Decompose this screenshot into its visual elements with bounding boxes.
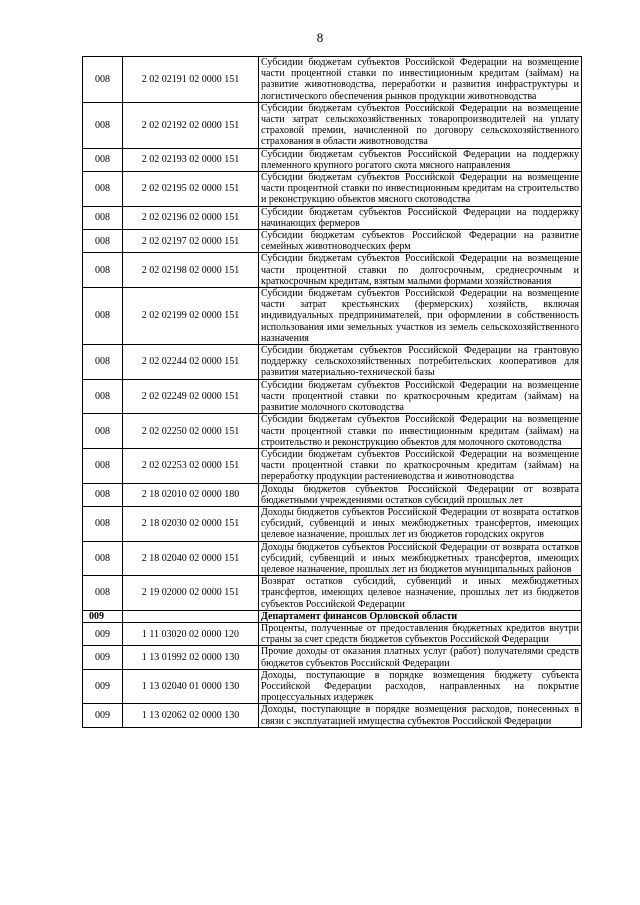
admin-code-cell: 009 <box>83 646 123 669</box>
admin-code-cell: 009 <box>83 622 123 645</box>
revenue-name-cell: Субсидии бюджетам субъектов Российской Федерации на возмещение части процентной ставки по долгосрочным, среднесрочным и краткосрочным кредитам, взятым малыми формами хозяйствования <box>259 253 582 288</box>
table-row <box>83 379 582 414</box>
revenue-name-cell: Субсидии бюджетам субъектов Российской Федерации на возмещение части процентной ставки по краткосрочным кредитам (займам) на развитие молочного скотоводства <box>259 379 582 414</box>
department-heading-row <box>83 610 582 622</box>
admin-code-cell: 008 <box>83 230 123 253</box>
revenue-name-cell: Доходы бюджетов субъектов Российской Федерации от возврата бюджетными учреждениями остатков субсидий прошлых лет <box>259 483 582 506</box>
revenue-name-cell: Проценты, полученные от предоставления бюджетных кредитов внутри страны за счет средств бюджетов субъектов Российской Федерации <box>259 622 582 645</box>
admin-code-cell: 008 <box>83 506 123 541</box>
revenue-name-cell: Субсидии бюджетам субъектов Российской Федерации на возмещение части процентной ставки по инвестиционным кредитам на строительство и реконструкцию объектов мясного скотоводства <box>259 172 582 207</box>
admin-code-cell: 008 <box>83 379 123 414</box>
revenue-name-cell: Доходы бюджетов субъектов Российской Федерации от возврата остатков субсидий, субвенций и иных межбюджетных трансфертов, имеющих целевое назначение, прошлых лет из бюджетов муниципальных районов <box>259 541 582 576</box>
admin-code-cell: 008 <box>83 414 123 449</box>
revenue-name-cell: Возврат остатков субсидий, субвенций и иных межбюджетных трансфертов, имеющих целевое назначение, прошлых лет из бюджетов субъектов Российской Федерации <box>259 576 582 611</box>
table-row <box>83 541 582 576</box>
admin-code-cell: 008 <box>83 448 123 483</box>
admin-code-cell: 008 <box>83 576 123 611</box>
revenue-name-cell: Субсидии бюджетам субъектов Российской Федерации на поддержку начинающих фермеров <box>259 206 582 229</box>
revenue-code-cell: 1 11 03020 02 0000 120 <box>123 622 259 645</box>
table-row <box>83 576 582 611</box>
revenue-name-cell: Субсидии бюджетам субъектов Российской Федерации на грантовую поддержку сельскохозяйственных потребительских кооперативов для развития материально-технической базы <box>259 345 582 380</box>
admin-code-cell: 009 <box>83 610 123 622</box>
revenue-code-cell: 1 13 01992 02 0000 130 <box>123 646 259 669</box>
revenue-codes-table <box>82 56 582 728</box>
revenue-code-cell: 2 02 02196 02 0000 151 <box>123 206 259 229</box>
revenue-name-cell: Субсидии бюджетам субъектов Российской Федерации на возмещение части затрат крестьянских (фермерских) хозяйств, включая индивидуальных предпринимателей, при оформлении в собственность использования ими земельных участков из земель сельскохозяйственного назначения <box>259 288 582 345</box>
table-row <box>83 669 582 704</box>
revenue-code-cell: 2 02 02197 02 0000 151 <box>123 230 259 253</box>
admin-code-cell: 008 <box>83 102 123 148</box>
revenue-name-cell: Прочие доходы от оказания платных услуг (работ) получателями средств бюджетов субъектов Российской Федерации <box>259 646 582 669</box>
table-row <box>83 646 582 669</box>
revenue-code-cell: 2 02 02193 02 0000 151 <box>123 148 259 171</box>
table-row <box>83 172 582 207</box>
admin-code-cell: 008 <box>83 541 123 576</box>
revenue-code-cell: 1 13 02062 02 0000 130 <box>123 704 259 727</box>
table-row <box>83 704 582 727</box>
admin-code-cell: 008 <box>83 483 123 506</box>
revenue-code-cell <box>123 610 259 622</box>
table-row <box>83 57 582 103</box>
table-row <box>83 288 582 345</box>
admin-code-cell: 008 <box>83 57 123 103</box>
revenue-code-cell: 2 19 02000 02 0000 151 <box>123 576 259 611</box>
table-row <box>83 102 582 148</box>
revenue-code-cell: 2 02 02191 02 0000 151 <box>123 57 259 103</box>
table-row <box>83 483 582 506</box>
admin-code-cell: 009 <box>83 669 123 704</box>
revenue-name-cell: Доходы бюджетов субъектов Российской Федерации от возврата остатков субсидий, субвенций и иных межбюджетных трансфертов, имеющих целевое назначение, прошлых лет из бюджетов городских округов <box>259 506 582 541</box>
admin-code-cell: 008 <box>83 172 123 207</box>
revenue-code-cell: 2 18 02040 02 0000 151 <box>123 541 259 576</box>
table-row <box>83 622 582 645</box>
table-row <box>83 448 582 483</box>
revenue-code-cell: 2 02 02199 02 0000 151 <box>123 288 259 345</box>
table-row <box>83 414 582 449</box>
revenue-code-cell: 2 18 02030 02 0000 151 <box>123 506 259 541</box>
revenue-code-cell: 2 18 02010 02 0000 180 <box>123 483 259 506</box>
table-row <box>83 230 582 253</box>
revenue-name-cell: Департамент финансов Орловской области <box>259 610 582 622</box>
revenue-code-cell: 2 02 02198 02 0000 151 <box>123 253 259 288</box>
table-row <box>83 506 582 541</box>
admin-code-cell: 009 <box>83 704 123 727</box>
revenue-code-cell: 2 02 02195 02 0000 151 <box>123 172 259 207</box>
revenue-code-cell: 2 02 02250 02 0000 151 <box>123 414 259 449</box>
table-row <box>83 345 582 380</box>
revenue-name-cell: Субсидии бюджетам субъектов Российской Федерации на возмещение части процентной ставки по инвестиционным кредитам (займам) на строительство и реконструкцию объектов для молочного скотоводства <box>259 414 582 449</box>
table-row <box>83 253 582 288</box>
admin-code-cell: 008 <box>83 206 123 229</box>
table-row <box>83 206 582 229</box>
revenue-name-cell: Доходы, поступающие в порядке возмещения бюджету субъекта Российской Федерации расходов, направленных на покрытие процессуальных издержек <box>259 669 582 704</box>
revenue-code-cell: 2 02 02249 02 0000 151 <box>123 379 259 414</box>
revenue-name-cell: Доходы, поступающие в порядке возмещения расходов, понесенных в связи с эксплуатацией имущества субъектов Российской Федерации <box>259 704 582 727</box>
revenue-code-cell: 2 02 02244 02 0000 151 <box>123 345 259 380</box>
table-row <box>83 148 582 171</box>
revenue-name-cell: Субсидии бюджетам субъектов Российской Федерации на возмещение части процентной ставки по инвестиционным кредитам (займам) на развитие животноводства, переработки и развития инфраструктуры и логистического обеспечения рынков продукции животноводства <box>259 57 582 103</box>
revenue-name-cell: Субсидии бюджетам субъектов Российской Федерации на поддержку племенного крупного рогатого скота мясного направления <box>259 148 582 171</box>
admin-code-cell: 008 <box>83 253 123 288</box>
admin-code-cell: 008 <box>83 288 123 345</box>
admin-code-cell: 008 <box>83 345 123 380</box>
revenue-code-cell: 2 02 02192 02 0000 151 <box>123 102 259 148</box>
admin-code-cell: 008 <box>83 148 123 171</box>
revenue-name-cell: Субсидии бюджетам субъектов Российской Федерации на развитие семейных животноводческих ферм <box>259 230 582 253</box>
revenue-name-cell: Субсидии бюджетам субъектов Российской Федерации на возмещение части затрат сельскохозяйственных товаропроизводителей на уплату страховой премии, начисленной по договору сельскохозяйственного страхования в области животноводства <box>259 102 582 148</box>
revenue-name-cell: Субсидии бюджетам субъектов Российской Федерации на возмещение части процентной ставки по краткосрочным кредитам (займам) на переработку продукции растениеводства и животноводства <box>259 448 582 483</box>
revenue-code-cell: 1 13 02040 01 0000 130 <box>123 669 259 704</box>
page-number: 8 <box>316 30 324 45</box>
table-body <box>83 57 582 728</box>
revenue-code-cell: 2 02 02253 02 0000 151 <box>123 448 259 483</box>
